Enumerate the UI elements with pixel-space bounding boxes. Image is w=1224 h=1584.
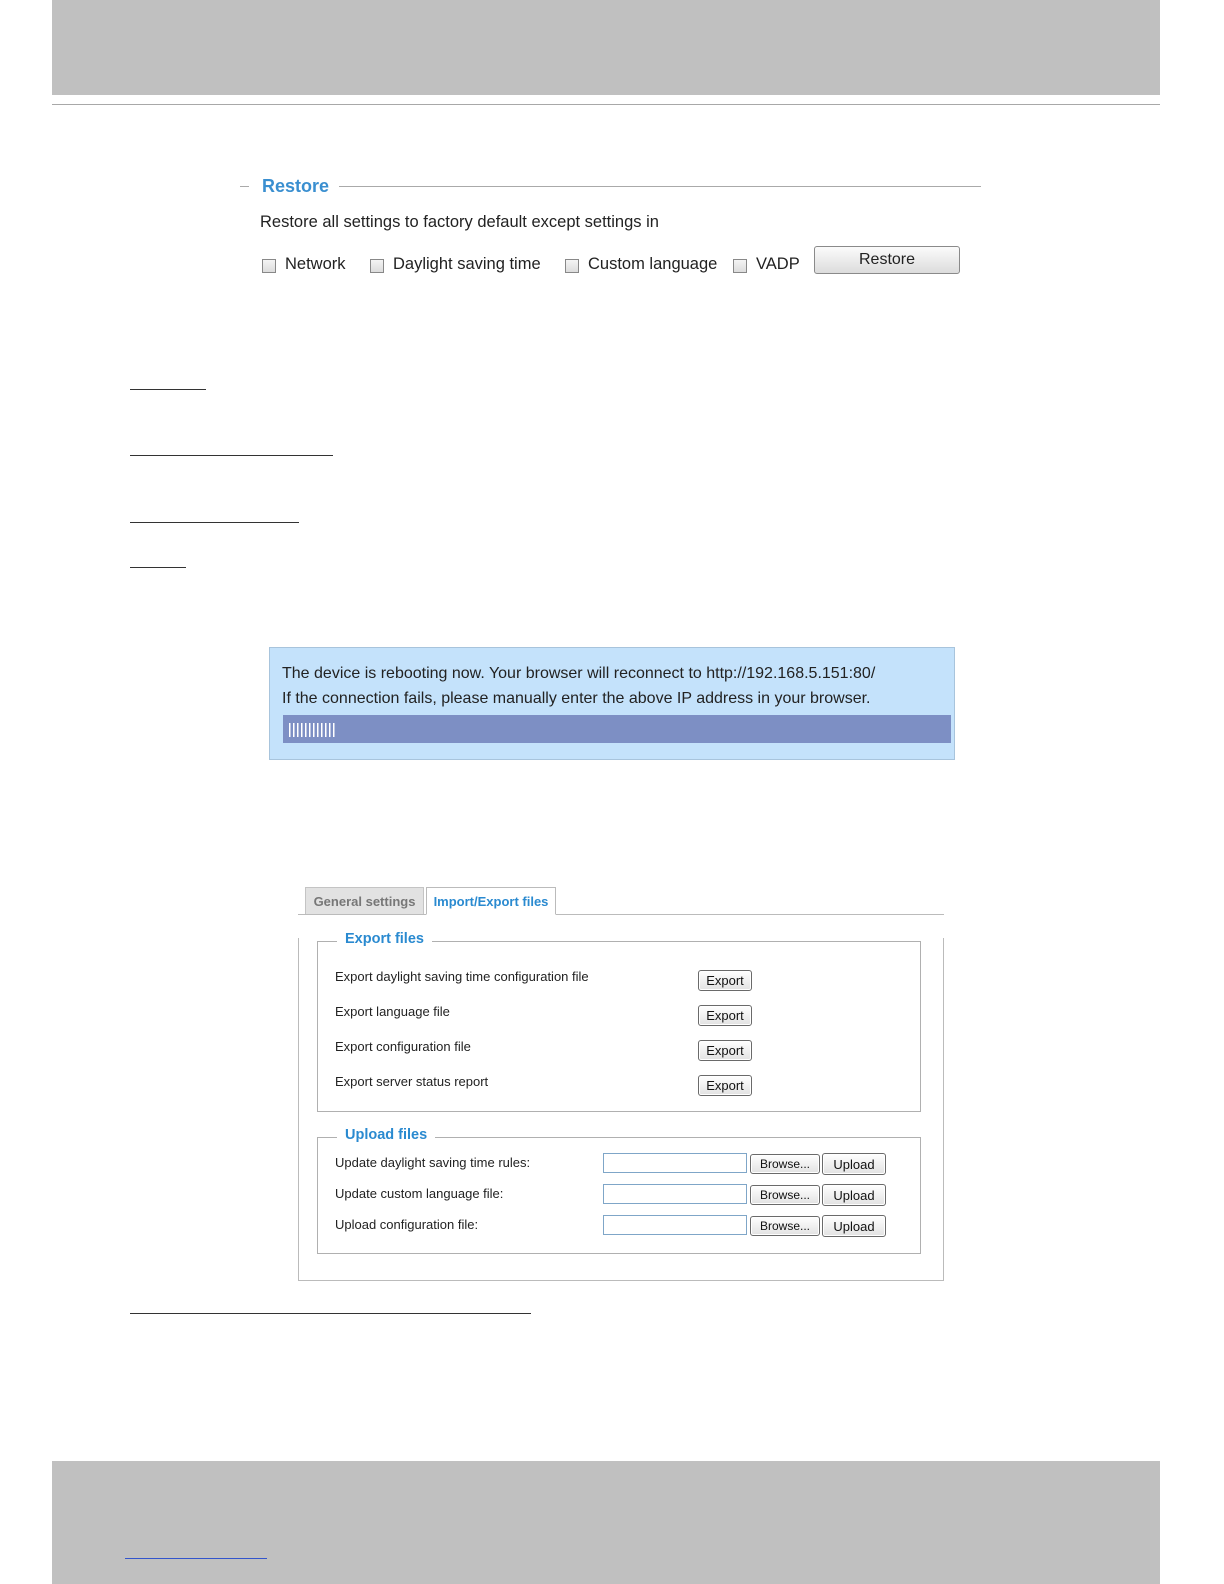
reboot-notice [269, 647, 955, 760]
daylight-saving-checkbox[interactable] [370, 259, 384, 273]
restore-title: Restore [262, 176, 330, 196]
upload-row-label: Upload configuration file: [335, 1217, 479, 1232]
tab-import-export-files[interactable]: Import/Export files [426, 887, 556, 915]
restore-legend-dash [240, 186, 249, 187]
export-daylight-saving-button[interactable]: Export [698, 970, 752, 991]
export-row-label: Export configuration file [335, 1039, 471, 1054]
export-row-label: Export server status report [335, 1074, 489, 1089]
text-underline-5 [130, 1313, 531, 1314]
export-configuration-button[interactable]: Export [698, 1040, 752, 1061]
page-header-band [52, 0, 1160, 95]
restore-option-network[interactable] [262, 252, 346, 276]
export-server-status-button[interactable]: Export [698, 1075, 752, 1096]
restore-option-daylight-saving[interactable] [370, 252, 541, 276]
header-divider [52, 104, 1160, 105]
export-language-button[interactable]: Export [698, 1005, 752, 1026]
upload-daylight-saving-button[interactable]: Upload [822, 1153, 886, 1175]
text-underline-1 [130, 389, 206, 390]
export-row-label: Export daylight saving time configuration file [335, 969, 589, 984]
upload-files-title: Upload files [337, 1127, 435, 1143]
footer-link-underline[interactable] [125, 1558, 267, 1559]
reboot-message-line-2: If the connection fails, please manually enter the above IP address in your browser. [282, 690, 871, 707]
upload-row-label: Update custom language file: [335, 1186, 504, 1201]
upload-configuration-button[interactable]: Upload [822, 1215, 886, 1237]
vadp-label: VADP [756, 254, 800, 273]
custom-language-file-input[interactable] [603, 1184, 747, 1204]
text-underline-4 [130, 567, 186, 568]
text-underline-2 [130, 455, 333, 456]
export-row-label: Export language file [335, 1004, 450, 1019]
browse-custom-language-button[interactable]: Browse... [750, 1185, 820, 1205]
browse-configuration-button[interactable]: Browse... [750, 1216, 820, 1236]
restore-option-vadp[interactable] [733, 252, 800, 276]
custom-language-label: Custom language [588, 254, 718, 273]
restore-option-custom-language[interactable] [565, 252, 717, 276]
tab-strip-divider [298, 914, 944, 915]
export-files-title: Export files [337, 931, 432, 947]
reboot-message-line-1: The device is rebooting now. Your browser will reconnect to http://192.168.5.151:80/ [282, 665, 876, 682]
network-checkbox[interactable] [262, 259, 276, 273]
page-footer-band [52, 1461, 1160, 1584]
network-label: Network [285, 254, 346, 273]
restore-legend-line [339, 186, 981, 187]
restore-description: Restore all settings to factory default except settings in [260, 213, 659, 231]
reboot-progress-bar [283, 715, 951, 743]
restore-button[interactable]: Restore [814, 246, 960, 274]
reboot-progress-fill [289, 723, 335, 737]
browse-daylight-saving-button[interactable]: Browse... [750, 1154, 820, 1174]
upload-custom-language-button[interactable]: Upload [822, 1184, 886, 1206]
daylight-saving-label: Daylight saving time [393, 254, 541, 273]
vadp-checkbox[interactable] [733, 259, 747, 273]
configuration-file-input[interactable] [603, 1215, 747, 1235]
upload-row-label: Update daylight saving time rules: [335, 1155, 531, 1170]
daylight-saving-file-input[interactable] [603, 1153, 747, 1173]
custom-language-checkbox[interactable] [565, 259, 579, 273]
text-underline-3 [130, 522, 299, 523]
tab-general-settings[interactable]: General settings [305, 887, 424, 914]
